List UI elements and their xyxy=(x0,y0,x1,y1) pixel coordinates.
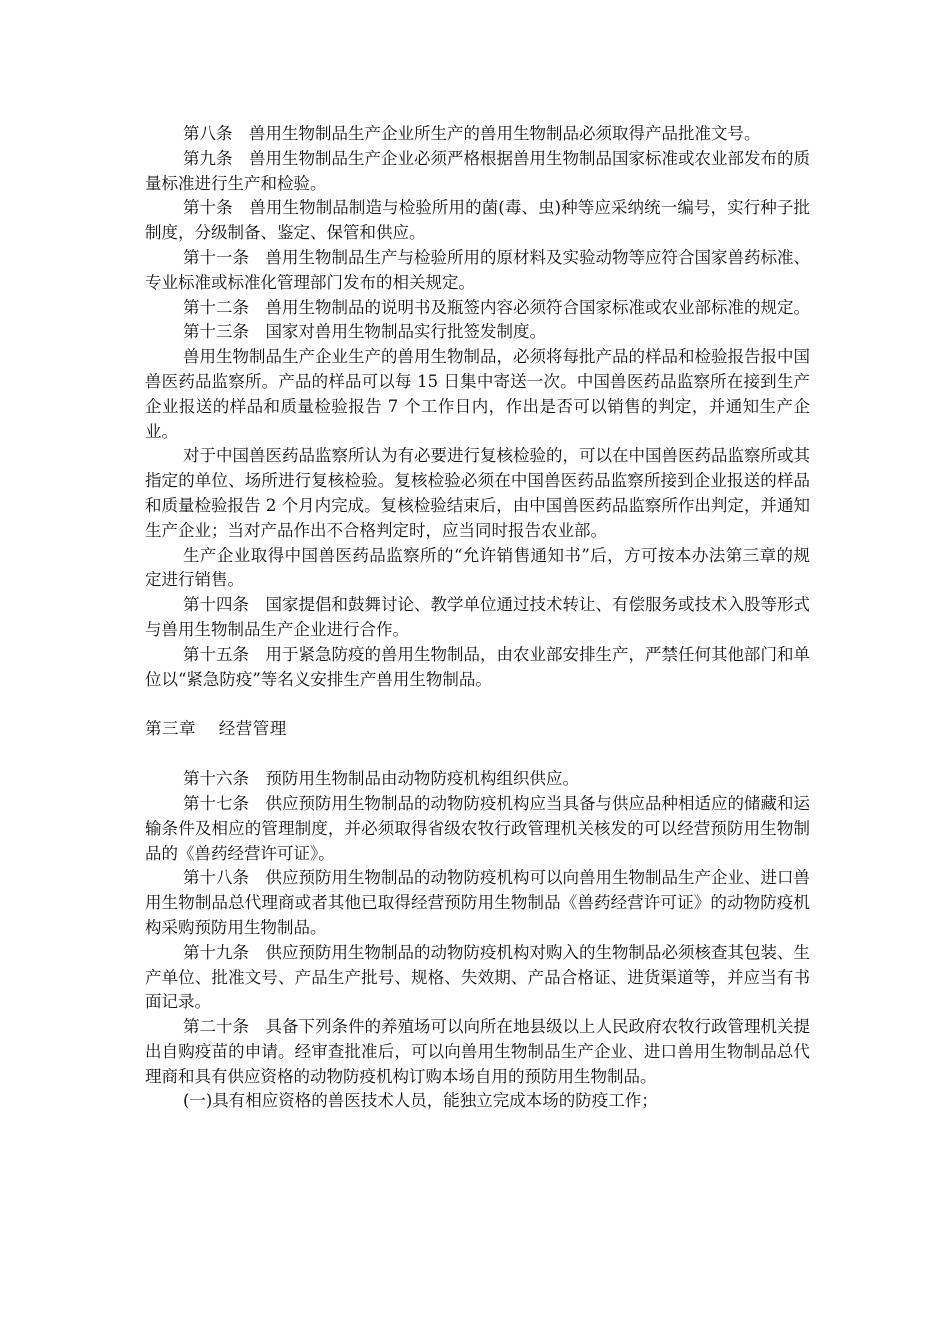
article-13-paragraph-3: 对于中国兽医药品监察所认为有必要进行复核检验的，可以在中国兽医药品监察所或其指定的单位、场所进行复核检验。复核检验必须在中国兽医药品监察所接到企业报送的样品和质量检验报告 2 个月内完成。复核检验结束后，由中国兽医药品监察所作出判定，并通知生产企业；当对产品作出不合格判定时，应当同时报告农业部。 xyxy=(145,446,810,540)
document-body xyxy=(145,122,810,1114)
article-13-paragraph-4: 生产企业取得中国兽医药品监察所的“允许销售通知书”后，方可按本办法第三章的规定进行销售。 xyxy=(145,545,810,590)
article-13-paragraph-2: 兽用生物制品生产企业生产的兽用生物制品，必须将每批产品的样品和检验报告报中国兽医药品监察所。产品的样品可以每 15 日集中寄送一次。中国兽医药品监察所在接到生产企业报送的样品和质量检验报告 7 个工作日内，作出是否可以销售的判定，并通知生产企业。 xyxy=(145,347,810,441)
article-8: 第八条 兽用生物制品生产企业所生产的兽用生物制品必须取得产品批准文号。 xyxy=(182,124,761,143)
article-12: 第十二条 兽用生物制品的说明书及瓶签内容必须符合国家标准或农业部标准的规定。 xyxy=(182,297,810,317)
chapter-heading: 第三章 经营管理 xyxy=(145,719,287,739)
article-20-item-1: (一)具有相应资格的兽医技术人员，能独立完成本场的防疫工作； xyxy=(182,1091,658,1111)
article-9: 第九条 兽用生物制品生产企业必须严格根据兽用生物制品国家标准或农业部发布的质量标准进行生产和检验。 xyxy=(145,148,810,193)
article-11: 第十一条 兽用生物制品生产与检验所用的原材料及实验动物等应符合国家兽药标准、专业标准或标准化管理部门发布的相关规定。 xyxy=(145,247,810,292)
article-18: 第十八条 供应预防用生物制品的动物防疫机构可以向兽用生物制品生产企业、进口兽用生物制品总代理商或者其他已取得经营预防用生物制品《兽药经营许可证》的动物防疫机构采购预防用生物制品。 xyxy=(145,868,810,937)
article-19: 第十九条 供应预防用生物制品的动物防疫机构对购入的生物制品必须核查其包装、生产单位、批准文号、产品生产批号、规格、失效期、产品合格证、进货渠道等，并应当有书面记录。 xyxy=(145,942,810,1012)
article-14: 第十四条 国家提倡和鼓舞讨论、教学单位通过技术转让、有偿服务或技术入股等形式与兽用生物制品生产企业进行合作。 xyxy=(145,595,810,639)
article-20: 第二十条 具备下列条件的养殖场可以向所在地县级以上人民政府农牧行政管理机关提出自购疫苗的申请。经审查批准后，可以向兽用生物制品生产企业、进口兽用生物制品总代理商和具有供应资格的动物防疫机构订购本场自用的预防用生物制品。 xyxy=(145,1017,810,1086)
article-13: 第十三条 国家对兽用生物制品实行批签发制度。 xyxy=(182,322,546,342)
article-15: 第十五条 用于紧急防疫的兽用生物制品，由农业部安排生产，严禁任何其他部门和单位以“紧急防疫”等名义安排生产兽用生物制品。 xyxy=(145,644,810,689)
article-10: 第十条 兽用生物制品制造与检验所用的菌(毒、虫)种等应采纳统一编号，实行种子批制度，分级制备、鉴定、保管和供应。 xyxy=(145,198,810,243)
article-16: 第十六条 预防用生物制品由动物防疫机构组织供应。 xyxy=(182,769,579,789)
article-17: 第十七条 供应预防用生物制品的动物防疫机构应当具备与供应品种相适应的储藏和运输条件及相应的管理制度，并必须取得省级农牧行政管理机关核发的可以经营预防用生物制品的《兽药经营许可证》。 xyxy=(145,793,810,863)
